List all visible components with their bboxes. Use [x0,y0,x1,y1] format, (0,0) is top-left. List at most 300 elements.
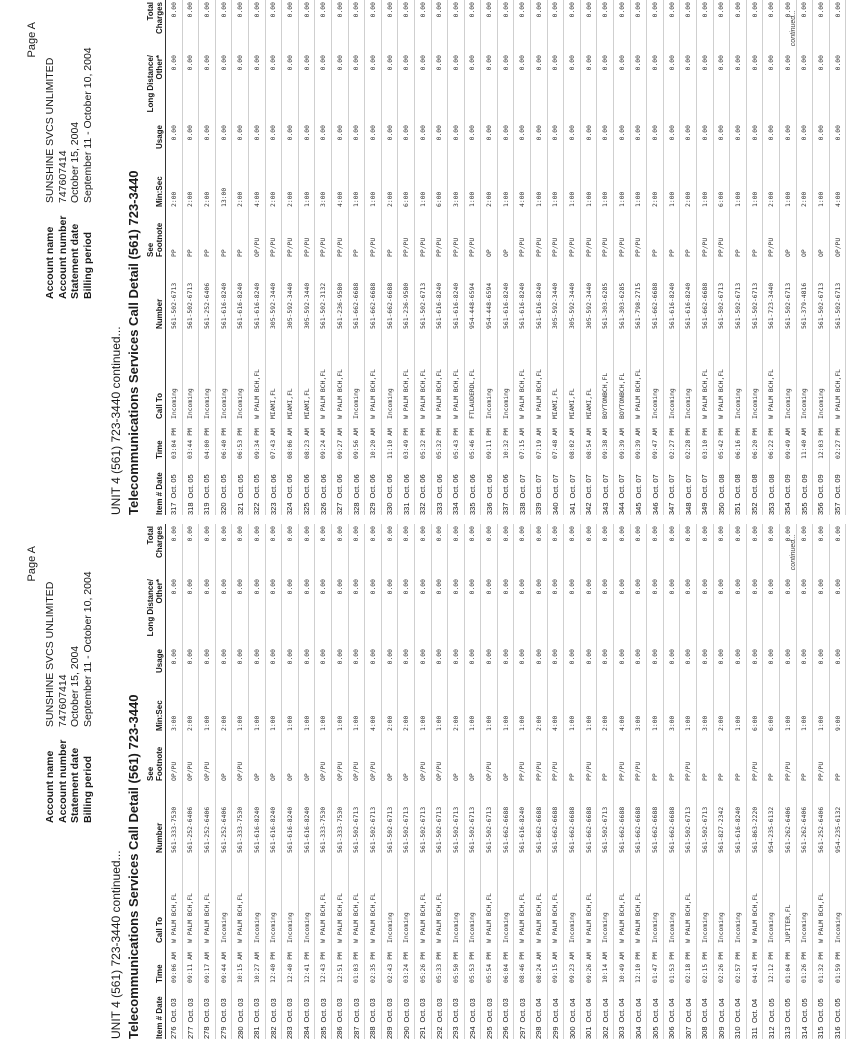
call-date: Oct. 04 [584,998,594,1023]
usage-cell: 0.00 [398,123,415,167]
item-date-cell [414,459,431,515]
footnote-cell: PP/PU [414,207,431,257]
time-cell: 09:39 AM [614,419,631,459]
item-number: 331 [401,502,411,515]
item-date-cell [763,459,780,515]
usage-cell: 0.00 [514,123,531,167]
item-number: 292 [434,1026,444,1039]
number-cell: 561-502-6713 [464,781,481,853]
number-cell: 561-662-6688 [531,781,548,853]
table-row [547,524,564,1039]
item-date-cell [580,459,597,515]
call-to-cell: W PALM BCH,FL [829,329,846,419]
minsec-cell: 6:00 [431,167,448,207]
page-label: Page A [26,546,38,582]
item-number: 302 [600,1026,610,1039]
table-row [481,524,498,1039]
item-date-cell [232,983,249,1039]
number-cell: 561-616-8240 [663,257,680,329]
call-date: Oct. 04 [567,998,577,1023]
item-number: 298 [534,1026,544,1039]
call-to-cell: Incoming [647,329,664,419]
table-row [796,524,813,1039]
call-to-cell: Incoming [680,329,697,419]
usage-cell: 0.00 [680,647,697,691]
call-date: Oct. 07 [584,474,594,499]
table-row [597,0,614,515]
col-number: Number [146,257,166,329]
minsec-cell: 2:00 [166,167,183,207]
call-date: Oct. 06 [467,474,477,499]
total-charges-cell: 0.00 [365,524,382,577]
table-row [829,524,846,1039]
footnote-cell: OP/PU [829,207,846,257]
call-to-cell: Incoming [713,853,730,943]
long-distance-cell: 0.00 [647,577,664,647]
account-name-value: SUNSHINE SVCS UNLIMITED [44,581,56,727]
item-number: 345 [633,502,643,515]
number-cell: 561-616-8240 [265,781,282,853]
call-date: Oct. 06 [451,474,461,499]
table-row [365,524,382,1039]
item-number: 308 [700,1026,710,1039]
footnote-cell: PP/PU [614,731,631,781]
long-distance-cell: 0.00 [580,53,597,123]
item-number: 305 [650,1026,660,1039]
long-distance-cell: 0.00 [215,53,232,123]
number-cell: 561-236-9580 [331,257,348,329]
call-to-cell: Incoming [663,329,680,419]
usage-cell: 0.00 [282,123,299,167]
total-charges-cell: 0.00 [713,0,730,53]
time-cell: 05:32 PM [414,419,431,459]
usage-cell: 0.00 [796,647,813,691]
usage-cell: 0.00 [697,647,714,691]
call-date: Oct. 03 [302,998,312,1023]
number-cell: 561-333-7530 [166,781,183,853]
number-cell: 561-333-7530 [315,781,332,853]
call-to-cell: W PALM BCH,FL [398,329,415,419]
time-cell: 03:10 PM [697,419,714,459]
footnote-cell: PP/PU [630,207,647,257]
section-title: Telecommunications Services Call Detail (561) 723-3440 [126,170,141,515]
long-distance-cell: 0.00 [265,577,282,647]
time-cell: 02:57 PM [730,943,747,983]
footnote-cell: PP/PU [464,207,481,257]
item-number: 342 [584,502,594,515]
item-number: 304 [633,1026,643,1039]
number-cell: 561-616-8240 [531,257,548,329]
call-date: Oct. 07 [683,474,693,499]
time-cell: 04:00 PM [199,419,216,459]
item-date-cell [796,459,813,515]
time-cell: 09:27 AM [331,419,348,459]
long-distance-cell: 0.00 [779,53,796,123]
long-distance-cell: 0.00 [680,577,697,647]
call-to-cell: W PALM BCH,FL [431,853,448,943]
account-number-value: 747607414 [56,150,69,203]
call-date: Oct. 05 [833,998,843,1023]
time-cell: 09:44 AM [215,943,232,983]
minsec-cell: 2:00 [680,167,697,207]
total-charges-cell: 0.00 [365,0,382,53]
item-number: 357 [833,502,843,515]
time-cell: 09:49 AM [779,419,796,459]
long-distance-cell: 0.00 [746,53,763,123]
usage-cell: 0.00 [663,123,680,167]
usage-cell: 0.00 [282,647,299,691]
item-date-cell [564,983,581,1039]
long-distance-cell: 0.00 [547,577,564,647]
table-header-row [146,0,166,515]
item-number: 333 [434,502,444,515]
table-row [348,524,365,1039]
call-date: Oct. 06 [484,474,494,499]
call-date: Oct. 03 [418,998,428,1023]
item-number: 322 [252,502,262,515]
usage-cell: 0.00 [265,123,282,167]
item-number: 307 [683,1026,693,1039]
item-date-cell [232,459,249,515]
col-see: See [146,242,155,257]
minsec-cell: 1:00 [298,167,315,207]
total-charges-cell: 0.00 [746,524,763,577]
item-date-cell [365,459,382,515]
table-row [265,0,282,515]
table-row [697,524,714,1039]
minsec-cell: 1:00 [730,691,747,731]
call-date: Oct. 04 [667,998,677,1023]
total-charges-cell: 0.00 [531,0,548,53]
number-cell: 561-502-3132 [315,257,332,329]
footnote-cell: OP [464,731,481,781]
time-cell: 09:11 PM [481,419,498,459]
table-row [779,0,796,515]
call-date: Oct. 07 [517,474,527,499]
number-cell: 561-616-8240 [431,257,448,329]
item-date-cell [166,983,183,1039]
minsec-cell: 3:00 [630,691,647,731]
long-distance-cell: 0.00 [597,53,614,123]
footnote-cell: PP [663,731,680,781]
minsec-cell: 1:00 [365,167,382,207]
total-charges-cell: 0.00 [448,524,465,577]
minsec-cell: 2:00 [531,691,548,731]
col-total [146,524,166,577]
usage-cell: 0.00 [331,123,348,167]
item-number: 330 [385,502,395,515]
usage-cell: 0.00 [713,647,730,691]
footnote-cell: PP [763,731,780,781]
call-to-cell: W PALM BCH,FL [365,853,382,943]
usage-cell: 0.00 [365,647,382,691]
col-footnote [146,207,166,257]
usage-cell: 0.00 [166,647,183,691]
number-cell: 561-252-6406 [199,257,216,329]
total-charges-cell: 0.00 [381,524,398,577]
minsec-cell: 4:00 [547,691,564,731]
call-date: Oct. 09 [833,474,843,499]
number-cell: 561-863-2220 [746,781,763,853]
minsec-cell: 2:00 [796,167,813,207]
account-info [44,47,94,299]
minsec-cell: 2:00 [182,167,199,207]
long-distance-cell: 0.00 [331,577,348,647]
time-cell: 02:43 PM [381,943,398,983]
call-rows [166,524,846,1039]
call-to-cell: Incoming [497,853,514,943]
call-to-cell: Incoming [730,853,747,943]
call-to-cell: W PALM BCH,FL [431,329,448,419]
minsec-cell: 1:00 [248,691,265,731]
usage-cell: 0.00 [779,123,796,167]
long-distance-cell: 0.00 [414,53,431,123]
call-to-cell: W PALM BCH,FL [331,853,348,943]
time-cell: 03:49 PM [398,419,415,459]
item-date-cell [448,983,465,1039]
footnote-cell: PP/PU [315,207,332,257]
long-distance-cell: 0.00 [166,53,183,123]
minsec-cell: 2:00 [182,691,199,731]
call-to-cell: W PALM BCH,FL [348,853,365,943]
footnote-cell: OP [448,731,465,781]
total-charges-cell: 0.00 [315,0,332,53]
long-distance-cell: 0.00 [697,53,714,123]
minsec-cell: 1:00 [414,691,431,731]
call-to-cell: W PALM BCH,FL [680,853,697,943]
table-row [166,0,183,515]
table-row [813,524,830,1039]
time-cell: 06:20 PM [746,419,763,459]
table-row [331,0,348,515]
col-minsec: Min:Sec [146,167,166,207]
item-number: 323 [268,502,278,515]
item-number: 332 [418,502,428,515]
table-row [746,524,763,1039]
long-distance-cell: 0.00 [713,53,730,123]
usage-cell: 0.00 [580,647,597,691]
long-distance-cell: 0.00 [531,53,548,123]
item-date-cell [713,459,730,515]
minsec-cell: 1:00 [331,691,348,731]
table-row [614,524,631,1039]
number-cell: 561-616-8240 [248,781,265,853]
minsec-cell: 1:00 [630,167,647,207]
time-cell: 06:16 PM [730,419,747,459]
table-row [547,0,564,515]
number-cell: 561-262-6406 [796,781,813,853]
item-date-cell [779,983,796,1039]
call-to-cell: W PALM BCH,FL [630,853,647,943]
number-cell: 561-662-6688 [630,781,647,853]
footnote-cell: PP [746,207,763,257]
item-date-cell [630,983,647,1039]
item-date-cell [381,459,398,515]
item-date-cell [663,459,680,515]
col-ld-label: Long Distance/ [146,579,155,637]
call-date: Oct. 06 [285,474,295,499]
usage-cell: 0.00 [381,647,398,691]
item-number: 327 [335,502,345,515]
usage-cell: 0.00 [763,123,780,167]
footnote-cell: OP [248,731,265,781]
item-date-cell [265,459,282,515]
table-row [298,0,315,515]
usage-cell: 0.00 [182,647,199,691]
table-row [514,524,531,1039]
footnote-cell: OP/PU [248,207,265,257]
minsec-cell: 2:00 [597,691,614,731]
total-charges-cell: 0.00 [813,524,830,577]
call-date: Oct. 04 [716,998,726,1023]
item-date-cell [199,459,216,515]
item-date-cell [779,459,796,515]
call-date: Oct. 04 [617,998,627,1023]
unit-header: UNIT 4 (561) 723-3440 continued... [109,326,123,515]
item-date-cell [166,459,183,515]
long-distance-cell: 0.00 [232,577,249,647]
number-cell: 954-448-6594 [464,257,481,329]
footnote-cell: OP/PU [331,731,348,781]
number-cell: 561-662-6688 [580,781,597,853]
footnote-cell: OP [282,731,299,781]
call-to-cell: Incoming [282,853,299,943]
usage-cell: 0.00 [746,123,763,167]
minsec-cell: 1:00 [547,167,564,207]
footnote-cell: PP [597,731,614,781]
col-usage: Usage [146,123,166,167]
item-number: 314 [799,1026,809,1039]
total-charges-cell: 0.00 [481,0,498,53]
table-row [697,0,714,515]
item-number: 297 [517,1026,527,1039]
footnote-cell: PP/PU [448,207,465,257]
call-to-cell: W PALM BCH,FL [414,329,431,419]
time-cell: 11:40 AM [796,419,813,459]
table-row [531,524,548,1039]
total-charges-cell: 0.00 [680,524,697,577]
item-date-cell [597,983,614,1039]
call-to-cell: Incoming [796,329,813,419]
call-date: Oct. 05 [816,998,826,1023]
usage-cell: 0.00 [813,123,830,167]
item-date-cell [763,983,780,1039]
usage-cell: 0.00 [431,123,448,167]
table-row [763,524,780,1039]
footnote-cell: PP/PU [713,207,730,257]
item-date-cell [448,459,465,515]
total-charges-cell: 0.00 [680,0,697,53]
item-number: 286 [335,1026,345,1039]
number-cell: 561-502-6713 [697,781,714,853]
item-number: 347 [667,502,677,515]
number-cell: 954-235-6132 [829,781,846,853]
long-distance-cell: 0.00 [796,577,813,647]
footnote-cell: PP [182,207,199,257]
table-row [647,0,664,515]
call-to-cell: W PALM BCH,FL [232,853,249,943]
total-charges-cell: 0.00 [282,524,299,577]
time-cell: 12:03 PM [813,419,830,459]
col-long-distance [146,53,166,123]
time-cell: 01:04 PM [779,943,796,983]
item-date-cell [215,459,232,515]
call-date: Oct. 08 [766,474,776,499]
total-charges-cell: 0.00 [232,524,249,577]
minsec-cell: 2:00 [381,167,398,207]
time-cell: 05:42 PM [713,419,730,459]
total-charges-cell: 0.00 [497,0,514,53]
time-cell: 06:22 PM [763,419,780,459]
long-distance-cell: 0.00 [697,577,714,647]
number-cell: 561-662-6688 [381,257,398,329]
footnote-cell: PP/PU [746,731,763,781]
number-cell: 561-662-6688 [647,257,664,329]
call-to-cell: JUPITER,FL [779,853,796,943]
item-date-cell [398,459,415,515]
table-row [381,0,398,515]
footnote-cell: OP [779,207,796,257]
footnote-cell: OP/PU [232,731,249,781]
call-date: Oct. 06 [368,474,378,499]
col-ld-label: Long Distance/ [146,55,155,113]
item-number: 354 [783,502,793,515]
number-cell: 305-592-3440 [265,257,282,329]
item-number: 320 [219,502,229,515]
call-to-cell: Incoming [381,329,398,419]
table-row [630,0,647,515]
item-date-cell [514,983,531,1039]
call-to-cell: Incoming [730,329,747,419]
item-date-cell [647,459,664,515]
item-number: 328 [351,502,361,515]
minsec-cell: 1:00 [614,167,631,207]
call-date: Oct. 05 [766,998,776,1023]
minsec-cell: 2:00 [232,167,249,207]
call-date: Oct. 07 [550,474,560,499]
minsec-cell: 1:00 [414,167,431,207]
usage-cell: 0.00 [414,123,431,167]
call-date: Oct. 04 [683,998,693,1023]
usage-cell: 0.00 [514,647,531,691]
long-distance-cell: 0.00 [779,577,796,647]
minsec-cell: 4:00 [614,691,631,731]
usage-cell: 0.00 [348,647,365,691]
footnote-cell: PP/PU [813,731,830,781]
call-date: Oct. 05 [783,998,793,1023]
table-row [331,524,348,1039]
total-charges-cell: 0.00 [630,524,647,577]
total-charges-cell: 0.00 [663,524,680,577]
minsec-cell: 3:00 [315,167,332,207]
long-distance-cell: 0.00 [829,53,846,123]
call-to-cell: MIAMI,FL [282,329,299,419]
item-number: 341 [567,502,577,515]
footnote-cell: PP/PU [431,207,448,257]
number-cell: 561-502-6713 [166,257,183,329]
minsec-cell: 6:00 [398,167,415,207]
table-row [829,0,846,515]
item-date-cell [663,983,680,1039]
minsec-cell: 3:00 [697,691,714,731]
table-row [431,0,448,515]
minsec-cell: 1:00 [315,691,332,731]
item-number: 290 [401,1026,411,1039]
total-charges-cell: 0.00 [348,524,365,577]
col-other-label: Other* [155,579,164,604]
total-charges-cell: 0.00 [199,524,216,577]
total-charges-cell: 0.00 [331,524,348,577]
